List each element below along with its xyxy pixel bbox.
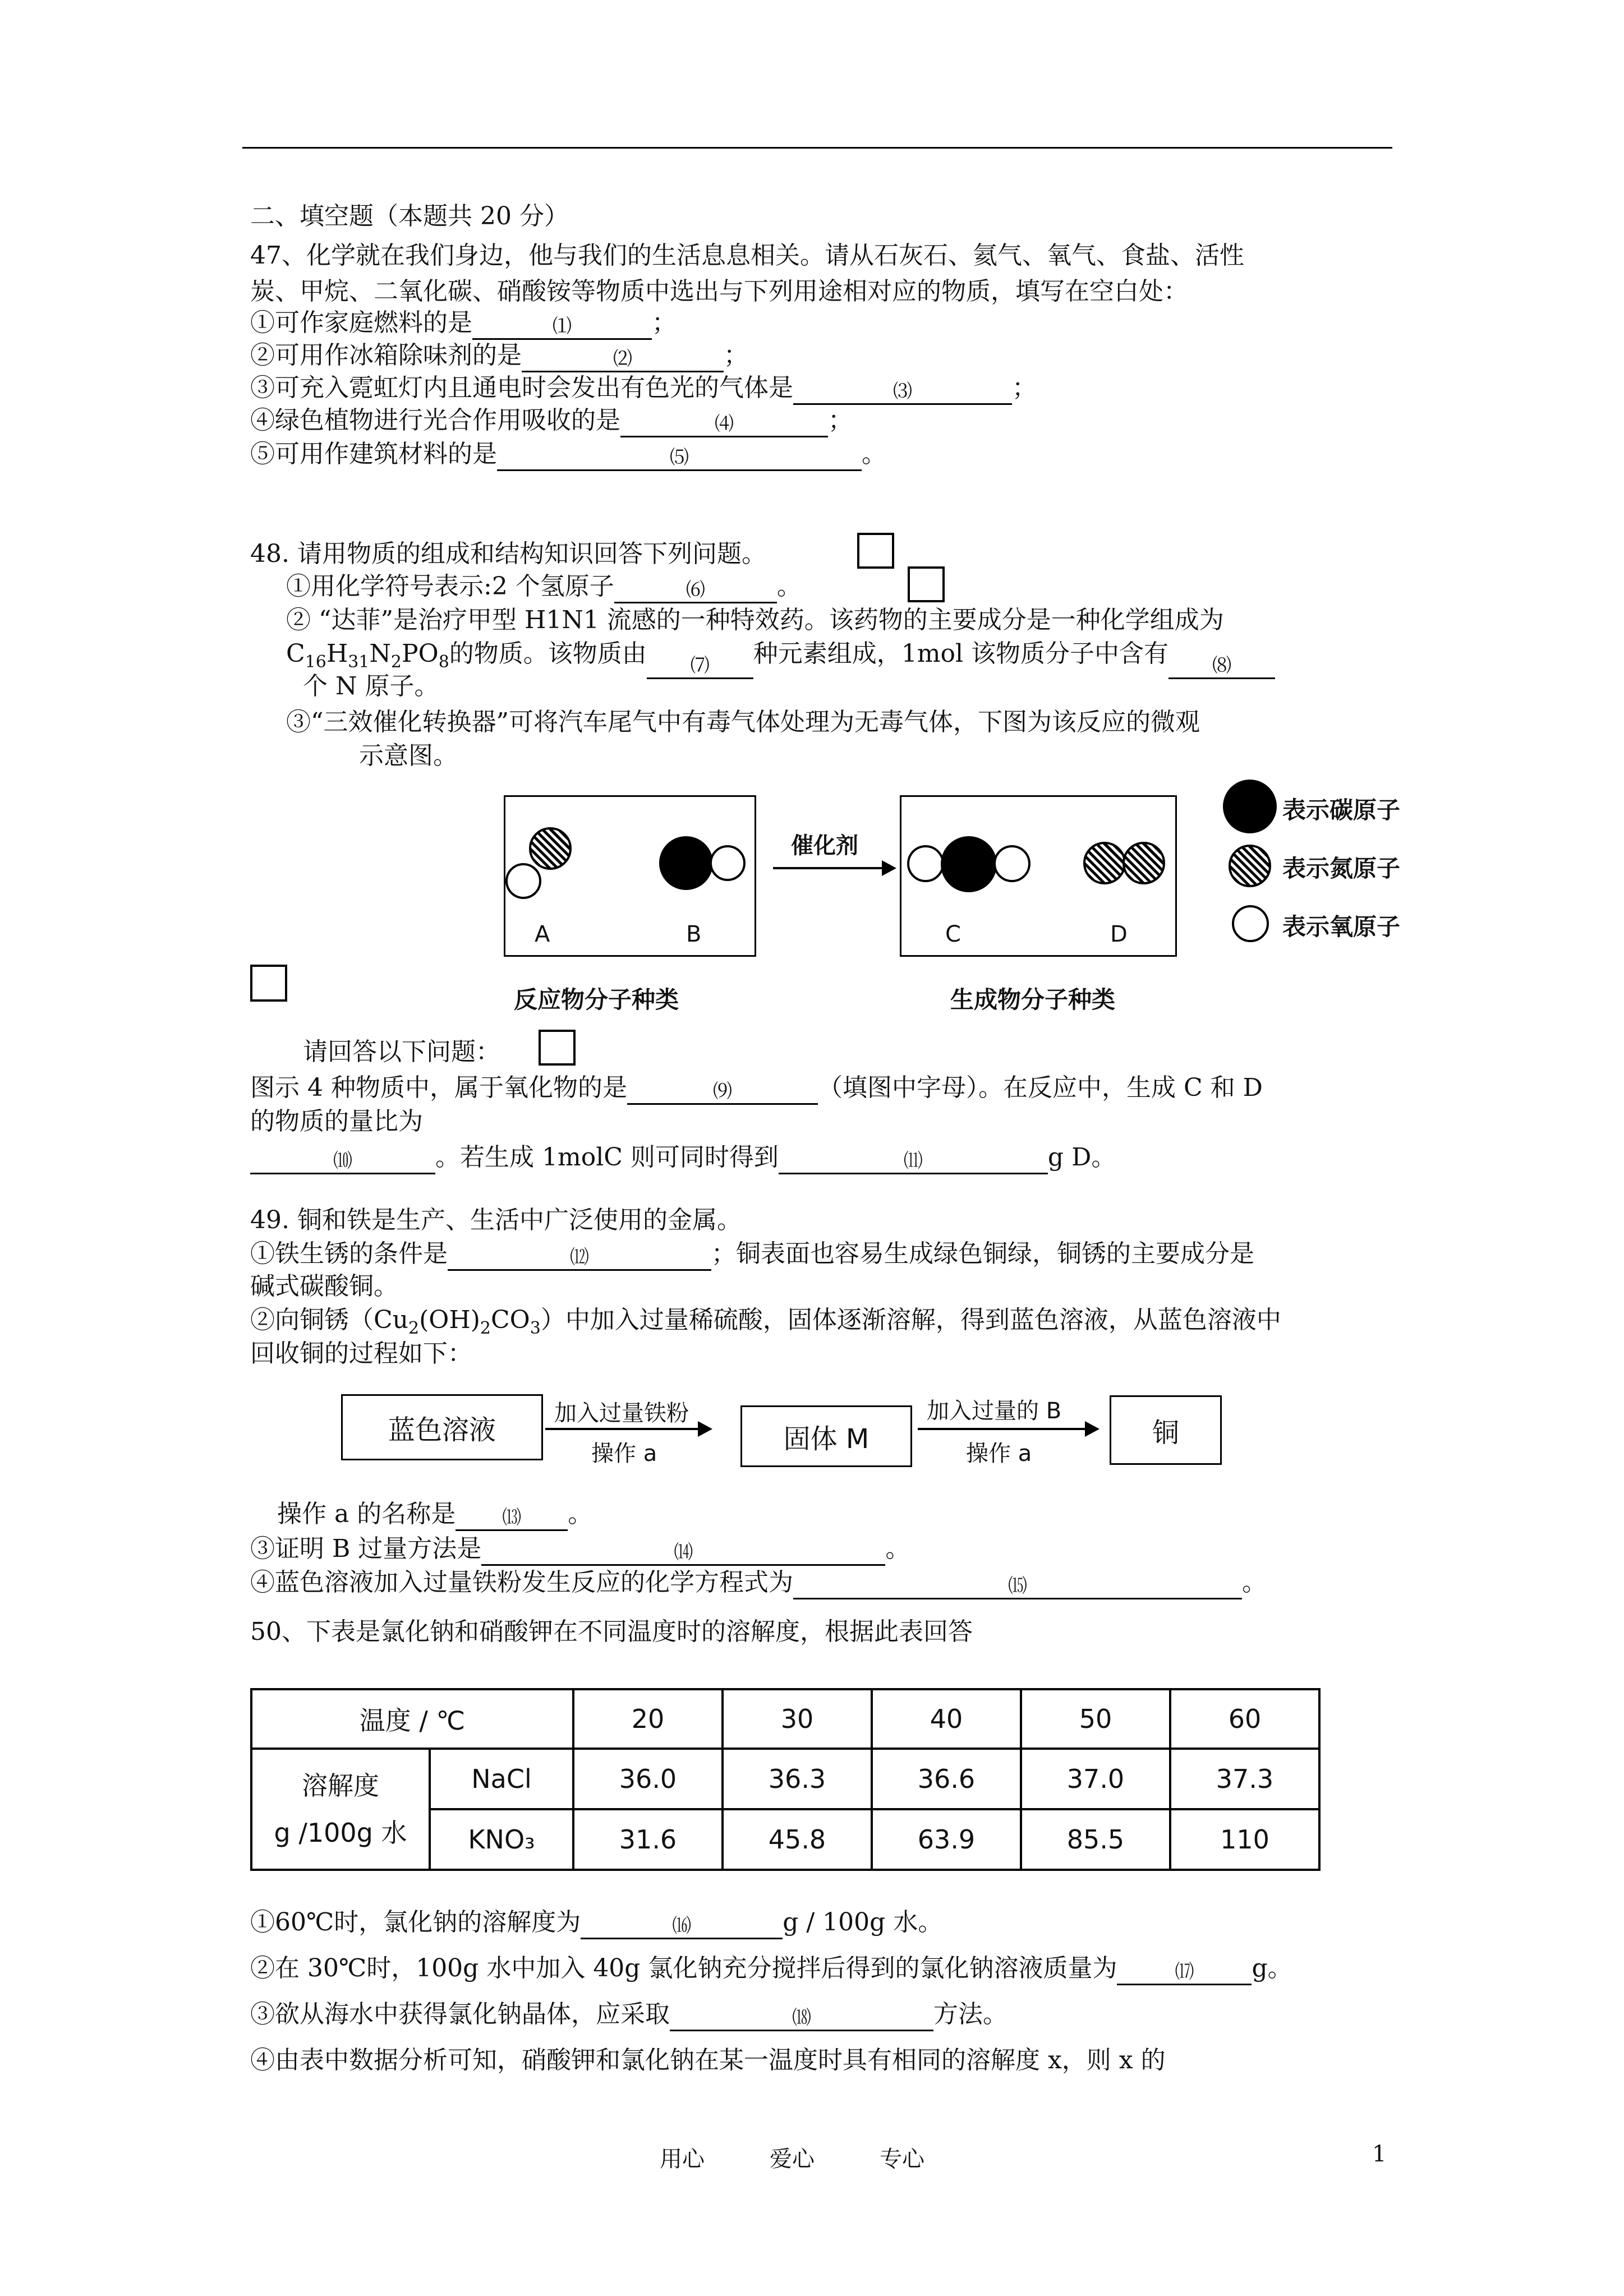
answer-blank-7[interactable]: ⑺ (647, 647, 753, 679)
answer-blank-15[interactable]: ⒂ (793, 1567, 1242, 1599)
q49-part1: ①铁生锈的条件是 ⑿ ；铜表面也容易生成绿色铜绿，铜锈的主要成分是 (250, 1237, 1254, 1271)
q47-item-4: ④绿色植物进行光合作用吸收的是 ⑷ ； (250, 404, 853, 437)
q50-part3: ③欲从海水中获得氯化钠晶体，应采取 ⒅ 方法。 (250, 1998, 1007, 2031)
answer-blank-5[interactable]: ⑸ (497, 439, 862, 471)
oxygen-atom (907, 845, 944, 882)
q49-part3: ③证明 B 过量方法是 ⒁ 。 (250, 1532, 910, 1566)
table-header-row (251, 1689, 1319, 1749)
table-header-temp: 60 (1170, 1689, 1319, 1749)
q49-part4: ④蓝色溶液加入过量铁粉发生反应的化学方程式为 ⒂ 。 (250, 1566, 1267, 1599)
q48-part2-line2: $C_{16}H_{31}N_2PO_8$的物质。该物质由 ⑺ 种元素组成，1mol 该物质分子中含有 ⑻ (286, 637, 1275, 679)
q48-part2-line1: ② “达菲”是治疗甲型 H1N1 流感的一种特效药。该药物的主要成分是一种化学组成为 (286, 606, 1224, 634)
oxygen-atom (505, 863, 541, 899)
table-header-temp: 20 (573, 1689, 723, 1749)
answer-blank-17[interactable]: ⒄ (1117, 1953, 1252, 1985)
q47-intro-line1: 47、化学就在我们身边，他与我们的生活息息相关。请从石灰石、氦气、氧气、食盐、活性 (250, 241, 1244, 270)
table-substance: KNO₃ (430, 1809, 573, 1870)
q50-part2: ②在 30℃时，100g 水中加入 40g 氯化钠充分搅拌后得到的氯化钠溶液质量为 ⒄ g。 (250, 1952, 1292, 1985)
nitrogen-atom (529, 827, 572, 870)
reactant-panel (504, 795, 756, 957)
legend-nitrogen-label: 表示氮原子 (1282, 855, 1401, 882)
legend-oxygen-label: 表示氧原子 (1282, 913, 1401, 940)
answer-blank-4[interactable]: ⑷ (620, 405, 828, 437)
table-substance: NaCl (430, 1749, 573, 1809)
label-d: D (1110, 921, 1128, 947)
header-rule (242, 147, 1392, 149)
catalyst-label: 催化剂 (791, 833, 858, 859)
table-cell: 37.3 (1170, 1749, 1319, 1809)
label-a: A (535, 921, 550, 947)
table-cell: 37.0 (1021, 1749, 1170, 1809)
legend-nitrogen-icon (1229, 845, 1271, 887)
q50-intro: 50、下表是氯化钠和硝酸钾在不同温度时的溶解度，根据此表回答 (250, 1617, 973, 1646)
table-header-temp: 40 (872, 1689, 1021, 1749)
answer-blank-12[interactable]: ⑿ (448, 1239, 711, 1271)
footer-mid: 爱心 (770, 2146, 815, 2172)
table-row-label-line1: 溶解度 (302, 1771, 379, 1801)
q48-question-line3: ⑽ 。若生成 1molC 则可同时得到 ⑾ g D。 (250, 1141, 1116, 1174)
q50-part1: ①60℃时，氯化钠的溶解度为 ⒃ g / 100g 水。 (250, 1906, 942, 1939)
q49-part2-line1: ②向铜锈$(Cu_2(OH)_2CO_3)$中加入过量稀硫酸，固体逐渐溶解，得到蓝色溶液，从蓝色溶液中 (250, 1306, 1281, 1338)
flow-arrow-1 (545, 1428, 699, 1430)
flow-box-solid-m: 固体 M (740, 1405, 912, 1467)
q48-part2-line3: 个 N 原子。 (303, 672, 439, 700)
q47-item-2: ②可用作冰箱除味剂的是 ⑵ ； (250, 339, 748, 372)
table-header-label: 温度 / ℃ (251, 1689, 573, 1749)
q50-part4: ④由表中数据分析可知，硝酸钾和氯化钠在某一温度时具有相同的溶解度 x，则 x 的 (250, 2046, 1166, 2074)
q48-part1: ①用化学符号表示:2 个氢原子 ⑹ 。 (286, 570, 802, 603)
q47-intro-line2: 炭、甲烷、二氧化碳、硝酸铵等物质中选出与下列用途相对应的物质，填写在空白处： (250, 277, 1188, 306)
q47-item-3: ③可充入霓虹灯内且通电时会发出有色光的气体是 ⑶ ； (250, 371, 1037, 405)
product-panel (900, 795, 1177, 957)
table-cell: 36.3 (723, 1749, 872, 1809)
flow-arrowhead-1 (698, 1421, 712, 1437)
answer-blank-14[interactable]: ⒁ (481, 1534, 885, 1566)
solubility-table (250, 1688, 1321, 1871)
empty-square (857, 533, 894, 569)
footer-right: 专心 (880, 2146, 924, 2172)
oxygen-atom (993, 845, 1030, 882)
answer-blank-9[interactable]: ⑼ (627, 1073, 818, 1105)
q49-intro: 49. 铜和铁是生产、生活中广泛使用的金属。 (250, 1206, 742, 1234)
table-cell: 63.9 (872, 1809, 1021, 1870)
section-title: 二、填空题（本题共 20 分） (250, 202, 569, 230)
q47-item-5: ⑤可用作建筑材料的是 ⑸ 。 (250, 437, 886, 471)
reactant-caption: 反应物分子种类 (514, 986, 679, 1013)
q48-part3-line1: ③“三效催化转换器”可将汽车尾气中有毒气体处理为无毒气体，下图为该反应的微观 (286, 708, 1200, 736)
flow-arrow2-bottom-label: 操作 a (966, 1441, 1032, 1467)
empty-square (539, 1030, 576, 1066)
reaction-arrow (773, 867, 883, 869)
answer-blank-6[interactable]: ⑹ (614, 571, 777, 603)
flow-arrow-2 (918, 1428, 1086, 1430)
carbon-atom (941, 836, 997, 892)
table-cell: 45.8 (723, 1809, 872, 1870)
table-row (251, 1749, 1319, 1809)
footer-left: 用心 (660, 2146, 705, 2172)
q48-question-line2: 的物质的量比为 (250, 1107, 423, 1136)
q49-part2-line2: 回收铜的过程如下： (250, 1339, 472, 1368)
nitrogen-atom (1083, 842, 1126, 884)
q48-question-line1: 图示 4 种物质中，属于氧化物的是 ⑼ （填图中字母）。在反应中，生成 C 和 D (250, 1071, 1263, 1105)
table-header-temp: 50 (1021, 1689, 1170, 1749)
table-row-label-line2: g /100g 水 (274, 1818, 407, 1848)
table-cell: 110 (1170, 1809, 1319, 1870)
answer-blank-18[interactable]: ⒅ (670, 1999, 933, 2031)
reaction-arrowhead (882, 860, 896, 876)
flow-box-copper: 铜 (1110, 1395, 1222, 1465)
product-caption: 生成物分子种类 (950, 986, 1116, 1013)
legend-oxygen-icon (1232, 905, 1269, 942)
table-cell: 36.6 (872, 1749, 1021, 1809)
table-header-temp: 30 (723, 1689, 872, 1749)
q49-op-a: 操作 a 的名称是 ⒀ 。 (277, 1497, 592, 1531)
answer-blank-16[interactable]: ⒃ (581, 1907, 783, 1939)
q48-intro: 48. 请用物质的组成和结构知识回答下列问题。 (250, 540, 766, 568)
flow-arrow2-top-label: 加入过量的 B (927, 1398, 1062, 1424)
table-cell: 31.6 (573, 1809, 723, 1870)
label-b: B (686, 921, 702, 947)
answer-blank-3[interactable]: ⑶ (793, 373, 1012, 405)
table-row-label (251, 1749, 430, 1870)
legend-carbon-label: 表示碳原子 (1282, 796, 1401, 824)
answer-blank-10[interactable]: ⑽ (250, 1142, 435, 1174)
flow-arrow1-top-label: 加入过量铁粉 (554, 1400, 689, 1426)
flow-arrowhead-2 (1085, 1421, 1099, 1437)
answer-blank-1[interactable]: ⑴ (472, 308, 652, 340)
table-cell: 36.0 (573, 1749, 723, 1809)
answer-blank-13[interactable]: ⒀ (456, 1499, 568, 1531)
answer-blank-2[interactable]: ⑵ (522, 340, 724, 372)
empty-square (908, 566, 945, 602)
flow-arrow1-bottom-label: 操作 a (591, 1441, 657, 1467)
q48-ask: 请回答以下问题： (303, 1038, 500, 1066)
legend-carbon-icon (1223, 780, 1277, 833)
q47-item-1: ①可作家庭燃料的是 ⑴ ； (250, 306, 677, 340)
flow-box-blue-solution: 蓝色溶液 (341, 1394, 543, 1460)
empty-square (250, 965, 287, 1002)
q49-part1-cont: 碱式碳酸铜。 (250, 1272, 398, 1301)
label-c: C (945, 921, 961, 947)
table-cell: 85.5 (1021, 1809, 1170, 1870)
oxygen-atom (710, 845, 746, 881)
carbon-atom (659, 836, 713, 890)
answer-blank-8[interactable]: ⑻ (1168, 647, 1275, 679)
page-number: 1 (1372, 2141, 1387, 2167)
q48-part3-line2: 示意图。 (359, 741, 458, 770)
nitrogen-atom (1122, 842, 1165, 884)
answer-blank-11[interactable]: ⑾ (779, 1142, 1048, 1174)
